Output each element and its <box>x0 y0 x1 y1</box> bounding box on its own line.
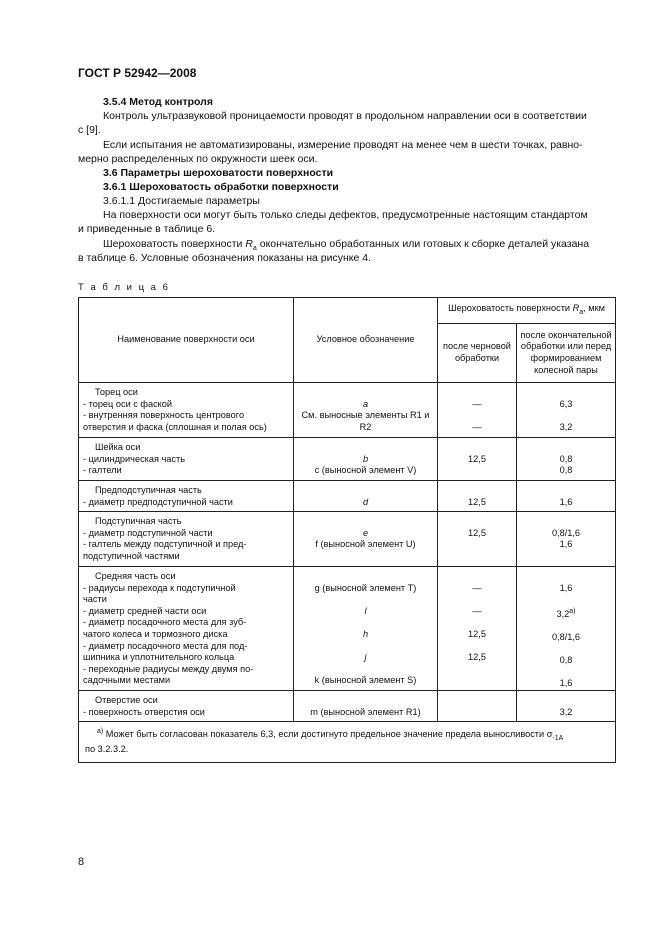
cell-final <box>517 481 616 512</box>
row-text: Предподступичная часть <box>95 485 202 495</box>
symbol-text: k (выносной элемент S) <box>314 675 417 686</box>
table-row <box>79 438 616 481</box>
row-text: Средняя часть оси <box>95 571 176 581</box>
symbol-text: См. выносные элементы R1 и <box>301 410 430 421</box>
cell-name <box>79 438 294 481</box>
paragraph-3-line-2: и приведенные в таблице 6. <box>78 223 216 235</box>
row-text: - переходные радиусы между двумя по- <box>83 663 254 674</box>
header-symbol: Условное обозначение <box>294 298 438 383</box>
row-text: - диаметр посадочного места для под- <box>83 640 248 651</box>
paragraph-4-text-a: Шероховатость поверхности <box>103 238 246 250</box>
row-text: садочными местами <box>83 675 171 686</box>
final-value: 0,8 <box>559 453 573 464</box>
ra-subscript: a <box>252 245 257 253</box>
table-footnote <box>79 722 616 763</box>
document-header: ГОСТ Р 52942—2008 <box>78 66 197 80</box>
row-text: отверстия и фаска (сплошная и полая ось) <box>83 421 267 432</box>
cell-rough <box>438 512 517 567</box>
section-3-6-1-1-title: 3.6.1.1 Достигаемые параметры <box>103 195 260 207</box>
symbol-text: b <box>362 453 369 464</box>
cell-symbol <box>294 691 438 722</box>
symbol-text: h <box>362 628 369 639</box>
final-value: 0,8/1,6 <box>551 632 581 643</box>
cell-final <box>517 512 616 567</box>
final-value: 0,8 <box>559 655 573 666</box>
header-ra-symbol: R <box>572 302 580 313</box>
paragraph-1-line-2: с [9]. <box>78 124 101 136</box>
row-text: - диаметр подступичной части <box>83 527 213 538</box>
cell-rough <box>438 691 517 722</box>
cell-symbol <box>294 512 438 567</box>
header-final <box>517 324 616 383</box>
row-text: чатого колеса и тормозного диска <box>83 628 228 639</box>
cell-name <box>79 512 294 567</box>
final-value: 3,2 <box>559 706 573 717</box>
table-row <box>79 383 616 438</box>
final-value: 1,6 <box>559 539 573 550</box>
cell-rough <box>438 438 517 481</box>
row-text: - галтели <box>83 465 122 476</box>
table-row <box>79 512 616 567</box>
cell-rough <box>438 481 517 512</box>
row-text: - галтель между подступичной и пред- <box>83 539 247 550</box>
row-text: - цилиндрическая часть <box>83 453 186 464</box>
symbol-text: l <box>364 605 367 616</box>
footnote-text: Может быть согласован показатель 6,3, если достигнуто предельное значение предела выносливости σ <box>103 729 553 740</box>
header-roughness-text-a: Шероховатость поверхности <box>448 302 573 313</box>
cell-rough <box>438 567 517 691</box>
rough-value: — <box>472 398 482 409</box>
header-roughness <box>438 298 616 324</box>
row-text: - радиусы перехода к подступичной <box>83 582 236 593</box>
cell-rough <box>438 383 517 438</box>
final-value: 1,6 <box>559 678 573 689</box>
final-value: 0,8 <box>559 465 573 476</box>
rough-value: 12,5 <box>468 527 486 538</box>
rough-value: — <box>472 605 482 616</box>
rough-value: 12,5 <box>468 628 486 639</box>
symbol-text: d <box>362 496 369 507</box>
cell-symbol <box>294 383 438 438</box>
row-text: - диаметр посадочного места для зуб- <box>83 617 247 628</box>
cell-symbol <box>294 481 438 512</box>
paragraph-3-line-1: На поверхности оси могут быть только следы дефектов, предусмотренные настоящим стандартом <box>103 209 588 221</box>
final-value: 3,2 <box>559 421 573 432</box>
footnote-text: по 3.2.3.2. <box>85 744 129 755</box>
row-text: Отверстие оси <box>95 695 158 705</box>
cell-name <box>79 691 294 722</box>
row-text: - диаметр предподступичной части <box>83 496 233 507</box>
footnote-marker: а) <box>569 607 576 615</box>
paragraph-2-line-1: Если испытания не автоматизированы, измерение проводят на менее чем в шести точках, равно- <box>103 139 583 151</box>
paragraph-4-text-b: окончательно обработанных или готовых к сборке деталей указана <box>256 238 590 250</box>
rough-value: 12,5 <box>468 652 486 663</box>
symbol-text: j <box>364 652 367 663</box>
section-3-5-4-title: 3.5.4 Метод контроля <box>103 96 213 108</box>
row-text: подступичной частями <box>83 550 180 561</box>
cell-name <box>79 383 294 438</box>
header-rough-line: после черновой <box>443 341 511 352</box>
header-name: Наименование поверхности оси <box>79 298 294 383</box>
symbol-text: m (выносной элемент R1) <box>310 706 421 717</box>
symbol-text: a <box>362 398 369 409</box>
header-final-line: после окончательной <box>520 329 612 340</box>
ra-symbol: R <box>245 238 253 250</box>
table-caption: Т а б л и ц а 6 <box>78 282 170 293</box>
table-row <box>79 481 616 512</box>
cell-final <box>517 438 616 481</box>
symbol-text: R2 <box>359 421 372 432</box>
cell-symbol <box>294 438 438 481</box>
symbol-text: e <box>362 527 369 538</box>
header-final-line: формированием <box>530 353 602 363</box>
final-value: 1,6 <box>559 496 573 507</box>
header-roughness-text-b: , мкм <box>583 302 605 313</box>
table-row <box>79 691 616 722</box>
table-row <box>79 567 616 691</box>
header-final-line: колесной пары <box>534 364 598 375</box>
footnote-mark: а) <box>97 728 104 735</box>
footnote-row <box>79 722 616 763</box>
row-text: шипника и уплотнительного кольца <box>83 652 235 663</box>
symbol-text: f (выносной элемент U) <box>315 539 416 550</box>
cell-name <box>79 567 294 691</box>
cell-name <box>79 481 294 512</box>
roughness-table <box>78 297 616 763</box>
header-rough-line: обработки <box>454 353 500 363</box>
final-value: 0,8/1,6 <box>551 527 581 538</box>
paragraph-2-line-2: мерно распределенных по окружности шеек оси. <box>78 153 318 165</box>
row-text: - торец оси с фаской <box>83 398 173 409</box>
cell-symbol <box>294 567 438 691</box>
page-number: 8 <box>78 856 85 868</box>
rough-value: 12,5 <box>468 496 486 507</box>
header-final-line: обработки или перед <box>520 341 612 352</box>
section-3-6-title: 3.6 Параметры шероховатости поверхности <box>103 167 334 179</box>
symbol-text: g (выносной элемент T) <box>314 582 417 593</box>
header-rough <box>438 324 517 383</box>
rough-value: — <box>472 421 482 432</box>
final-value: 3,2 <box>556 608 570 619</box>
cell-final <box>517 383 616 438</box>
row-text: - диаметр средней части оси <box>83 605 207 616</box>
cell-final <box>517 691 616 722</box>
header-row <box>79 298 616 324</box>
rough-value: 12,5 <box>468 453 486 464</box>
symbol-text: c (выносной элемент V) <box>314 465 417 476</box>
row-text: Шейка оси <box>95 442 141 452</box>
footnote-subscript: -1А <box>552 734 564 742</box>
cell-final <box>517 567 616 691</box>
row-text: Торец оси <box>95 387 138 397</box>
header-ra-subscript: a <box>579 308 584 316</box>
final-value: 6,3 <box>559 398 573 409</box>
row-text: Подступичная часть <box>95 516 182 526</box>
row-text: - внутренняя поверхность центрового <box>83 410 245 421</box>
paragraph-4-line-2: в таблице 6. Условные обозначения показаны на рисунке 4. <box>78 252 372 264</box>
row-text: - поверхность отверстия оси <box>83 706 205 717</box>
row-text: части <box>83 594 107 605</box>
rough-value: — <box>472 582 482 593</box>
paragraph-1-line-1: Контроль ультразвуковой проницаемости проводят в продольном направлении оси в соответствии <box>103 110 587 122</box>
section-3-6-1-title: 3.6.1 Шероховатость обработки поверхности <box>103 181 339 193</box>
final-value: 1,6 <box>559 582 573 593</box>
